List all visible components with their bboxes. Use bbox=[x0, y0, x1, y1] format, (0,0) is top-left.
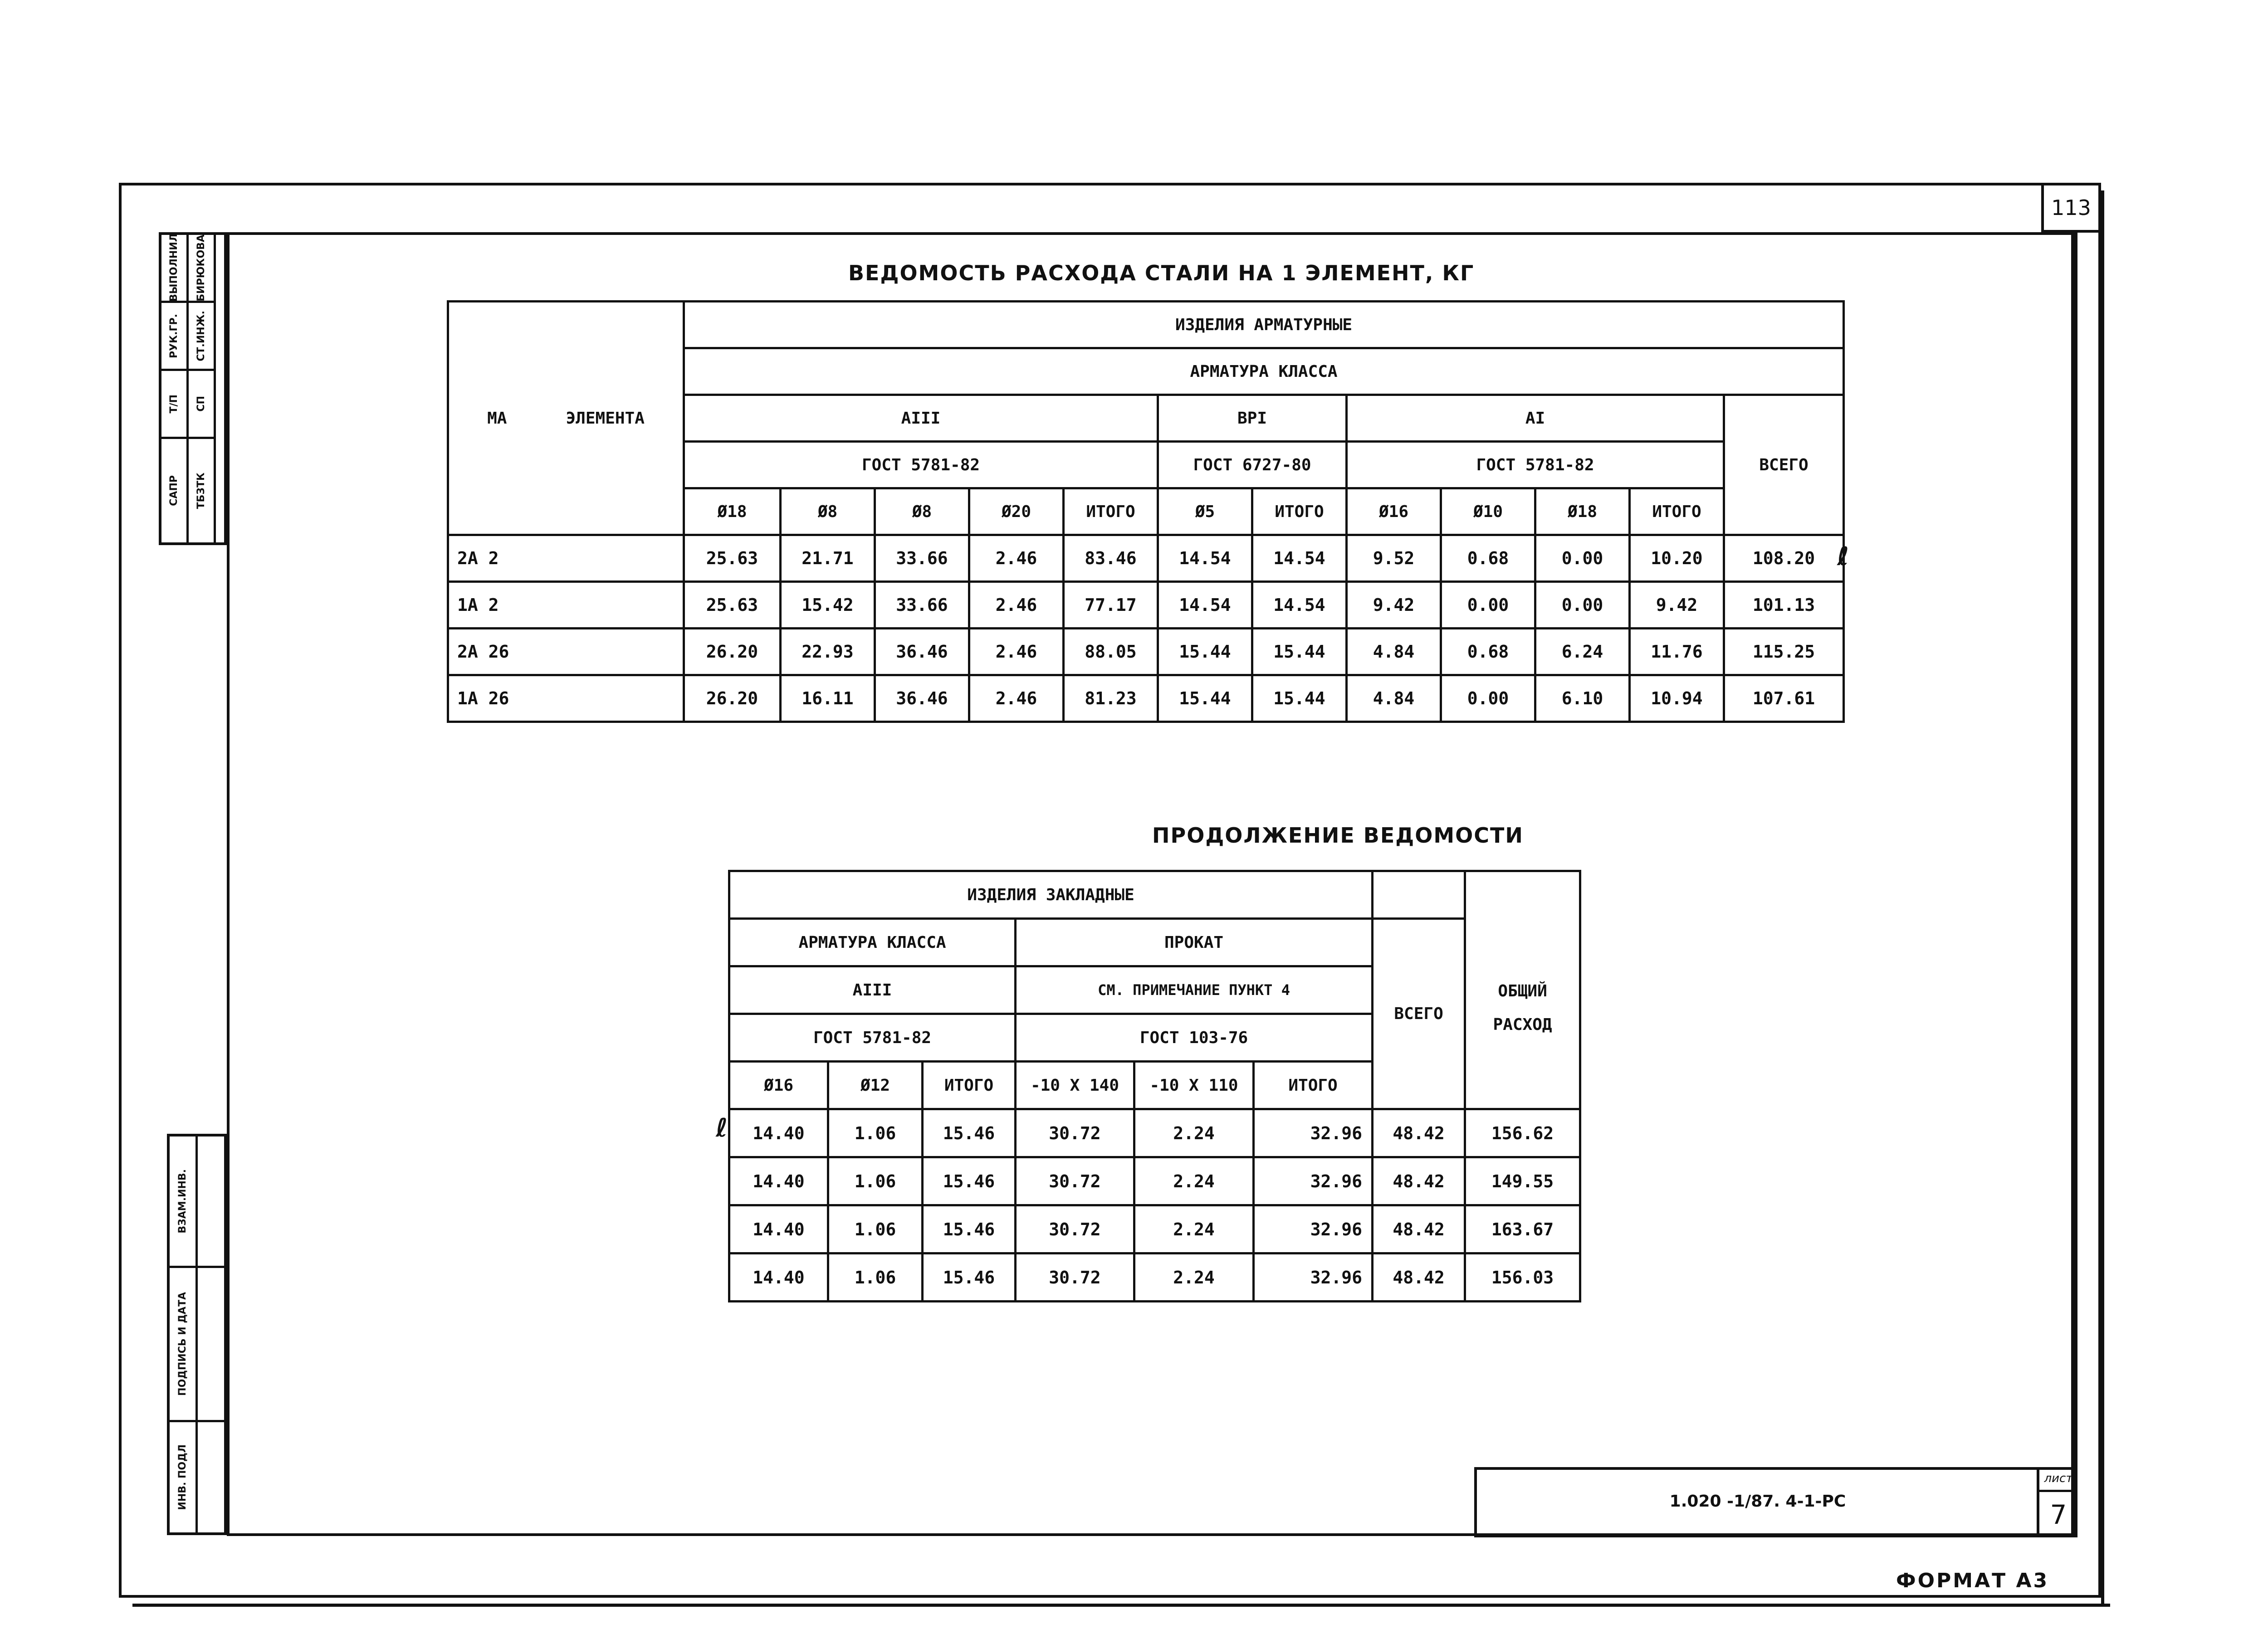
column-header: Ø8 bbox=[781, 488, 875, 535]
class-vr1-header: ВРI bbox=[1158, 395, 1347, 442]
inner-frame-right-line bbox=[2074, 232, 2077, 1536]
stamp-text: ВЫПОЛНИЛ bbox=[168, 234, 180, 302]
stamp-cell bbox=[189, 235, 214, 303]
mark-header-cell bbox=[448, 302, 684, 535]
value-cell: 36.46 bbox=[875, 675, 969, 722]
column-header: Ø20 bbox=[969, 488, 1064, 535]
value-cell: 83.46 bbox=[1064, 535, 1158, 582]
format-label: ФОРМАТ А3 bbox=[1896, 1569, 2049, 1592]
total-header: ВСЕГО bbox=[1724, 395, 1844, 535]
value-cell: 6.24 bbox=[1535, 629, 1630, 675]
table-row bbox=[729, 1253, 1580, 1302]
value-cell: 88.05 bbox=[1064, 629, 1158, 675]
column-header: Ø8 bbox=[875, 488, 969, 535]
rolled-steel-header: ПРОКАТ bbox=[1016, 919, 1373, 966]
value-cell: 14.54 bbox=[1252, 582, 1347, 629]
value-cell: 15.44 bbox=[1158, 675, 1252, 722]
value-cell: 32.96 bbox=[1254, 1205, 1373, 1253]
value-cell: 1.06 bbox=[828, 1205, 923, 1253]
spacer-cell bbox=[1373, 871, 1465, 919]
value-cell: 2.24 bbox=[1134, 1157, 1254, 1205]
stamp-cell-podpis bbox=[170, 1268, 224, 1422]
inventory-stamp bbox=[167, 1134, 227, 1535]
value-cell: 14.40 bbox=[729, 1205, 828, 1253]
column-header: ИТОГО bbox=[1064, 488, 1158, 535]
value-cell: 2.24 bbox=[1134, 1109, 1254, 1157]
column-header: Ø12 bbox=[828, 1062, 923, 1109]
table-row bbox=[448, 582, 1844, 629]
stamp-text: САПР bbox=[168, 475, 180, 506]
value-cell: 32.96 bbox=[1254, 1109, 1373, 1157]
value-cell: 15.44 bbox=[1252, 675, 1347, 722]
column-header: Ø10 bbox=[1441, 488, 1535, 535]
value-cell: 25.63 bbox=[684, 582, 781, 629]
value-cell: 36.46 bbox=[875, 629, 969, 675]
value-cell: 32.96 bbox=[1254, 1253, 1373, 1302]
value-cell: 10.94 bbox=[1630, 675, 1724, 722]
stamp-cell bbox=[189, 303, 214, 371]
column-header: ИТОГО bbox=[1254, 1062, 1373, 1109]
value-cell: 26.20 bbox=[684, 629, 781, 675]
value-cell: 9.42 bbox=[1630, 582, 1724, 629]
table-row bbox=[729, 1109, 1580, 1157]
value-cell: 4.84 bbox=[1347, 629, 1441, 675]
value-cell: 11.76 bbox=[1630, 629, 1724, 675]
stamp-col-roles bbox=[161, 235, 189, 542]
value-cell: 14.54 bbox=[1252, 535, 1347, 582]
sheet-box bbox=[2037, 1467, 2077, 1537]
value-cell: 1.06 bbox=[828, 1109, 923, 1157]
stamp-cell bbox=[161, 235, 186, 303]
value-cell: 26.20 bbox=[684, 675, 781, 722]
value-cell: 14.40 bbox=[729, 1109, 828, 1157]
table-row bbox=[448, 535, 1844, 582]
outer-frame-bottom-line bbox=[132, 1604, 2110, 1607]
column-header: Ø18 bbox=[684, 488, 781, 535]
reinforcement-class-header: АРМАТУРА КЛАССА bbox=[729, 919, 1016, 966]
value-cell: 25.63 bbox=[684, 535, 781, 582]
embedded-products-header: ИЗДЕЛИЯ ЗАКЛАДНЫЕ bbox=[729, 871, 1373, 919]
value-cell: 9.42 bbox=[1347, 582, 1441, 629]
element-header: ЭЛЕМЕНТА bbox=[566, 409, 645, 428]
stamp-label-cell bbox=[170, 1268, 198, 1420]
value-cell: 2.46 bbox=[969, 535, 1064, 582]
value-cell: 6.10 bbox=[1535, 675, 1630, 722]
value-cell: 15.46 bbox=[923, 1109, 1016, 1157]
value-cell: 15.42 bbox=[781, 582, 875, 629]
value-cell: 48.42 bbox=[1373, 1205, 1465, 1253]
value-cell: 16.11 bbox=[781, 675, 875, 722]
stamp-label-cell bbox=[170, 1422, 198, 1532]
mark-cell: 2А 2 bbox=[448, 535, 684, 582]
value-cell: 0.00 bbox=[1441, 582, 1535, 629]
stamp-cell bbox=[161, 303, 186, 371]
value-cell: 48.42 bbox=[1373, 1109, 1465, 1157]
value-cell: 32.96 bbox=[1254, 1157, 1373, 1205]
reinforcement-class-header: АРМАТУРА КЛАССА bbox=[684, 348, 1844, 395]
value-cell: 9.52 bbox=[1347, 535, 1441, 582]
value-cell: 21.71 bbox=[781, 535, 875, 582]
value-cell: 0.68 bbox=[1441, 629, 1535, 675]
value-cell: 33.66 bbox=[875, 582, 969, 629]
gost-reinforcement-header: ГОСТ 5781-82 bbox=[729, 1014, 1016, 1062]
column-header: Ø18 bbox=[1535, 488, 1630, 535]
value-cell: 81.23 bbox=[1064, 675, 1158, 722]
total-cell: 115.25 bbox=[1724, 629, 1844, 675]
total-cell: 101.13 bbox=[1724, 582, 1844, 629]
stamp-text: ВЗАМ.ИНВ. bbox=[177, 1169, 188, 1234]
value-cell: 2.46 bbox=[969, 629, 1064, 675]
stamp-cell bbox=[161, 439, 186, 542]
table-row bbox=[729, 1205, 1580, 1253]
mark-header: МА bbox=[487, 409, 507, 428]
value-cell: 30.72 bbox=[1016, 1205, 1134, 1253]
value-cell: 0.00 bbox=[1535, 582, 1630, 629]
total-consumption-header: ОБЩИЙ РАСХОД bbox=[1465, 871, 1580, 1109]
mark-cell: 2А 26 bbox=[448, 629, 684, 675]
gost-rolled-header: ГОСТ 103-76 bbox=[1016, 1014, 1373, 1062]
value-cell: 2.24 bbox=[1134, 1205, 1254, 1253]
note-reference-header: СМ. ПРИМЕЧАНИЕ ПУНКТ 4 bbox=[1016, 966, 1373, 1014]
table-row bbox=[448, 675, 1844, 722]
value-cell: 15.46 bbox=[923, 1205, 1016, 1253]
value-cell: 2.46 bbox=[969, 582, 1064, 629]
stamp-cell bbox=[189, 371, 214, 439]
class-a1-header: АI bbox=[1347, 395, 1724, 442]
column-header: Ø5 bbox=[1158, 488, 1252, 535]
correction-mark-icon: ℓ bbox=[1837, 542, 1849, 571]
total-cell: 156.62 bbox=[1465, 1109, 1580, 1157]
stamp-label-cell bbox=[170, 1136, 198, 1266]
value-cell: 0.00 bbox=[1441, 675, 1535, 722]
value-cell: 30.72 bbox=[1016, 1157, 1134, 1205]
value-cell: 1.06 bbox=[828, 1157, 923, 1205]
value-cell: 15.44 bbox=[1252, 629, 1347, 675]
reinforcement-products-header: ИЗДЕЛИЯ АРМАТУРНЫЕ bbox=[684, 302, 1844, 348]
stamp-cell-inv bbox=[170, 1422, 224, 1532]
value-cell: 33.66 bbox=[875, 535, 969, 582]
class-a3-header: АIII bbox=[729, 966, 1016, 1014]
total-cell: 156.03 bbox=[1465, 1253, 1580, 1302]
value-cell: 48.42 bbox=[1373, 1253, 1465, 1302]
column-header: ИТОГО bbox=[923, 1062, 1016, 1109]
correction-mark-icon: ℓ bbox=[716, 1113, 728, 1143]
value-cell: 22.93 bbox=[781, 629, 875, 675]
stamp-text: СП bbox=[196, 396, 207, 412]
value-cell: 77.17 bbox=[1064, 582, 1158, 629]
value-cell: 4.84 bbox=[1347, 675, 1441, 722]
page-title: ВЕДОМОСТЬ РАСХОДА СТАЛИ НА 1 ЭЛЕМЕНТ, КГ bbox=[848, 261, 1475, 285]
document-number: 1.020 -1/87. 4-1-РС bbox=[1669, 1492, 1846, 1511]
stamp-text: ТБЗТК bbox=[196, 472, 207, 509]
column-header: -10 Х 140 bbox=[1016, 1062, 1134, 1109]
gost-a1-header: ГОСТ 5781-82 bbox=[1347, 442, 1724, 488]
stamp-cell bbox=[161, 371, 186, 439]
stamp-col-names bbox=[189, 235, 216, 542]
mark-cell: 1А 2 bbox=[448, 582, 684, 629]
stamp-text: ПОДПИСЬ И ДАТА bbox=[177, 1292, 188, 1396]
gost-a3-header: ГОСТ 5781-82 bbox=[684, 442, 1158, 488]
value-cell: 0.68 bbox=[1441, 535, 1535, 582]
table-row bbox=[729, 1157, 1580, 1205]
column-header: -10 Х 110 bbox=[1134, 1062, 1254, 1109]
sheet-number: 113 bbox=[2041, 183, 2101, 233]
value-cell: 0.00 bbox=[1535, 535, 1630, 582]
value-cell: 30.72 bbox=[1016, 1109, 1134, 1157]
value-cell: 14.40 bbox=[729, 1157, 828, 1205]
sheet-index: 7 bbox=[2050, 1499, 2067, 1530]
value-cell: 2.46 bbox=[969, 675, 1064, 722]
value-cell: 14.54 bbox=[1158, 535, 1252, 582]
value-cell: 1.06 bbox=[828, 1253, 923, 1302]
stamp-text: БИРЮКОВА bbox=[196, 234, 207, 302]
value-cell: 14.40 bbox=[729, 1253, 828, 1302]
approval-stamp bbox=[159, 232, 227, 545]
continuation-title: ПРОДОЛЖЕНИЕ ВЕДОМОСТИ bbox=[1152, 823, 1524, 848]
embedded-parts-table bbox=[728, 870, 1581, 1302]
total-cell: 149.55 bbox=[1465, 1157, 1580, 1205]
mark-cell: 1А 26 bbox=[448, 675, 684, 722]
gost-vr1-header: ГОСТ 6727-80 bbox=[1158, 442, 1347, 488]
column-header: Ø16 bbox=[1347, 488, 1441, 535]
value-cell: 14.54 bbox=[1158, 582, 1252, 629]
class-a3-header: АIII bbox=[684, 395, 1158, 442]
total-cell: 108.20 bbox=[1724, 535, 1844, 582]
sheet-label: лист bbox=[2039, 1467, 2077, 1492]
column-header: Ø16 bbox=[729, 1062, 828, 1109]
value-cell: 30.72 bbox=[1016, 1253, 1134, 1302]
value-cell: 15.46 bbox=[923, 1253, 1016, 1302]
value-cell: 15.46 bbox=[923, 1157, 1016, 1205]
outer-frame-right-line bbox=[2101, 190, 2104, 1605]
stamp-cell-vzam bbox=[170, 1136, 224, 1268]
total-cell: 163.67 bbox=[1465, 1205, 1580, 1253]
column-header: ИТОГО bbox=[1252, 488, 1347, 535]
value-cell: 10.20 bbox=[1630, 535, 1724, 582]
value-cell: 2.24 bbox=[1134, 1253, 1254, 1302]
column-header: ИТОГО bbox=[1630, 488, 1724, 535]
table-row bbox=[448, 629, 1844, 675]
value-cell: 48.42 bbox=[1373, 1157, 1465, 1205]
steel-consumption-table bbox=[447, 300, 1845, 723]
stamp-text: СТ.ИНЖ. bbox=[196, 310, 207, 361]
stamp-text: Т/П bbox=[168, 394, 180, 414]
stamp-text: ИНВ. ПОДЛ bbox=[177, 1444, 188, 1510]
total-cell: 107.61 bbox=[1724, 675, 1844, 722]
stamp-text: РУК.ГР. bbox=[168, 313, 180, 358]
subtotal-header: ВСЕГО bbox=[1373, 919, 1465, 1109]
value-cell: 15.44 bbox=[1158, 629, 1252, 675]
stamp-cell bbox=[189, 439, 214, 542]
